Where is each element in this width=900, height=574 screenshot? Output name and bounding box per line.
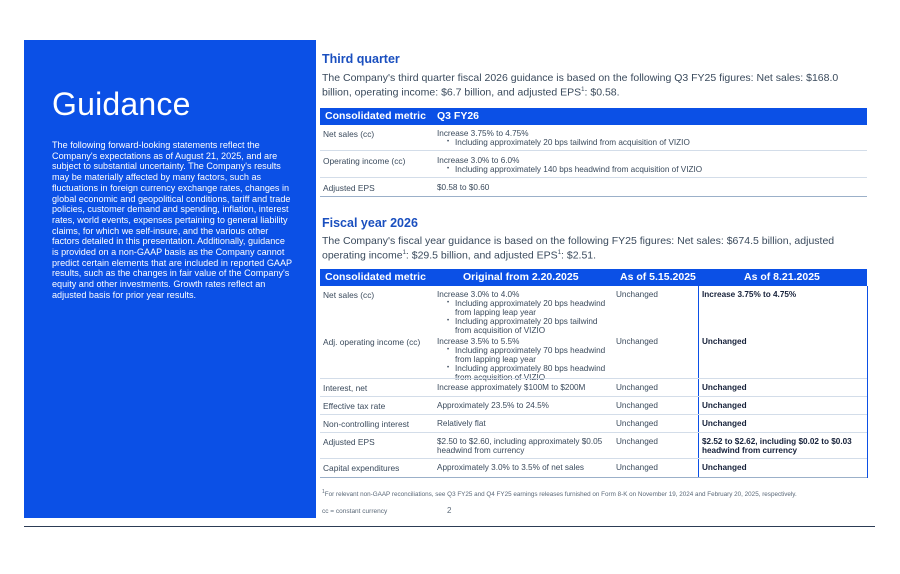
third-quarter-title: Third quarter [322, 52, 400, 66]
fy-row-original: Approximately 23.5% to 24.5% [437, 401, 549, 410]
q3-table-header [320, 108, 867, 125]
page-number: 2 [447, 506, 452, 515]
bottom-rule [24, 526, 875, 527]
fy-row-original: Increase 3.5% to 5.5% • Including approximately 70 bps headwind from lapping leap year • Including approximately 80 bps headwind [437, 337, 607, 382]
table-bottom-rule [320, 477, 867, 478]
table-bottom-rule [320, 196, 867, 197]
q3-row-value: Increase 3.0% to 6.0% • Including approximately 140 bps headwind from acquisition of VIZIO [437, 156, 702, 174]
q3-column-header: Q3 FY26 [437, 110, 480, 122]
row-divider [320, 432, 867, 433]
fy-row-original: Relatively flat [437, 419, 486, 428]
fy-row-original: Approximately 3.0% to 3.5% of net sales [437, 463, 584, 472]
q3-row-value: $0.58 to $0.60 [437, 183, 490, 192]
row-divider [320, 378, 867, 379]
fy-table-header [320, 269, 867, 286]
row-divider [320, 396, 867, 397]
fy-row-aug: Unchanged [702, 383, 747, 392]
page-title: Guidance [52, 86, 191, 122]
row-divider [320, 150, 867, 151]
fy-metric-header: Consolidated metric [325, 271, 426, 283]
fy-may-header: As of 5.15.2025 [620, 271, 696, 283]
fiscal-year-title: Fiscal year 2026 [322, 216, 418, 230]
fy-row-may: Unchanged [616, 337, 658, 346]
q3-row-label: Adjusted EPS [323, 183, 375, 193]
fy-row-aug: Increase 3.75% to 4.75% [702, 290, 797, 299]
fy-row-may: Unchanged [616, 437, 658, 446]
fy-row-label: Capital expenditures [323, 463, 400, 473]
row-divider [320, 177, 867, 178]
fy-row-label: Effective tax rate [323, 401, 386, 411]
fy-row-label: Non-controlling interest [323, 419, 410, 429]
fy-row-label: Adj. operating income (cc) [323, 337, 421, 347]
q3-metric-header: Consolidated metric [325, 110, 426, 122]
currency-note: cc = constant currency [322, 508, 388, 515]
fy-row-aug: Unchanged [702, 419, 747, 428]
fy-row-label: Interest, net [323, 383, 368, 393]
row-divider [320, 458, 867, 459]
fy-row-original: Increase 3.0% to 4.0% • Including approximately 20 bps headwind from lapping leap year • Including approximately 20 bps tailwind from acquisition of VIZIO [437, 290, 607, 335]
fy-row-aug: Unchanged [702, 337, 747, 346]
q3-row-label: Net sales (cc) [323, 129, 375, 139]
row-divider [320, 414, 867, 415]
third-quarter-description: The Company's third quarter fiscal 2026 guidance is based on the following Q3 FY25 figures: Net sales: $168.0 billion, operating income: $6.7 billion, and adjusted EPS$^1$: $0.58. [322, 72, 839, 98]
fiscal-year-description: The Company's fiscal year guidance is based on the following FY25 figures: Net sales: $674.5 billion, adjusted operating income$^1$: $29.5 billion, and adjusted EPS$^1$: $2.51. [322, 235, 835, 261]
q3-row-value: Increase 3.75% to 4.75% • Including approximately 20 bps tailwind from acquisition of VIZIO [437, 129, 690, 147]
fy-row-may: Unchanged [616, 463, 658, 472]
fy-original-header: Original from 2.20.2025 [463, 271, 579, 283]
fy-row-may: Unchanged [616, 419, 658, 428]
fy-row-aug: Unchanged [702, 401, 747, 410]
fy-row-label: Adjusted EPS [323, 437, 375, 447]
fy-row-original: $2.50 to $2.60, including approximately $0.05 headwind from currency [437, 437, 603, 455]
guidance-panel [24, 40, 316, 518]
footnote: $^1$For relevant non-GAAP reconciliations, see Q3 FY25 and Q4 FY25 earnings releases furnished on Form 8-K on November 19, 2024 and February 20, 2025, respectively. [322, 489, 797, 499]
fy-row-original: Increase approximately $100M to $200M [437, 383, 586, 392]
fy-aug-header: As of 8.21.2025 [744, 271, 820, 283]
fy-row-label: Net sales (cc) [323, 290, 375, 300]
fy-row-aug: Unchanged [702, 463, 747, 472]
fy-row-aug: $2.52 to $2.62, including $0.02 to $0.03 headwind from currency [702, 437, 852, 455]
fy-row-may: Unchanged [616, 401, 658, 410]
fy-row-may: Unchanged [616, 290, 658, 299]
disclaimer-text: The following forward-looking statements reflect the Company's expectations as of August 21, 2025, and are subject to substantial uncertainty. The Company's results may be materially affected by many factors, such as fluctuations in foreign currency exchange rates, changes in global economic and geopolitical conditions, tariff and trade policies, customer demand and spending, inflation, interest rates, world events, expenses pertaining to general liability claims, for which we self-insure, and the various other factors detailed in this presentation. Additionally, guidance is provided on a non-GAAP basis as the Company cannot predict certain elements that are included in reported GAAP results, such as the changes in fair value of the Company's equity and other investments. Growth rates reflect an adjusted basis for prior year results. [52, 140, 292, 300]
fy-row-may: Unchanged [616, 383, 658, 392]
q3-row-label: Operating income (cc) [323, 156, 406, 166]
